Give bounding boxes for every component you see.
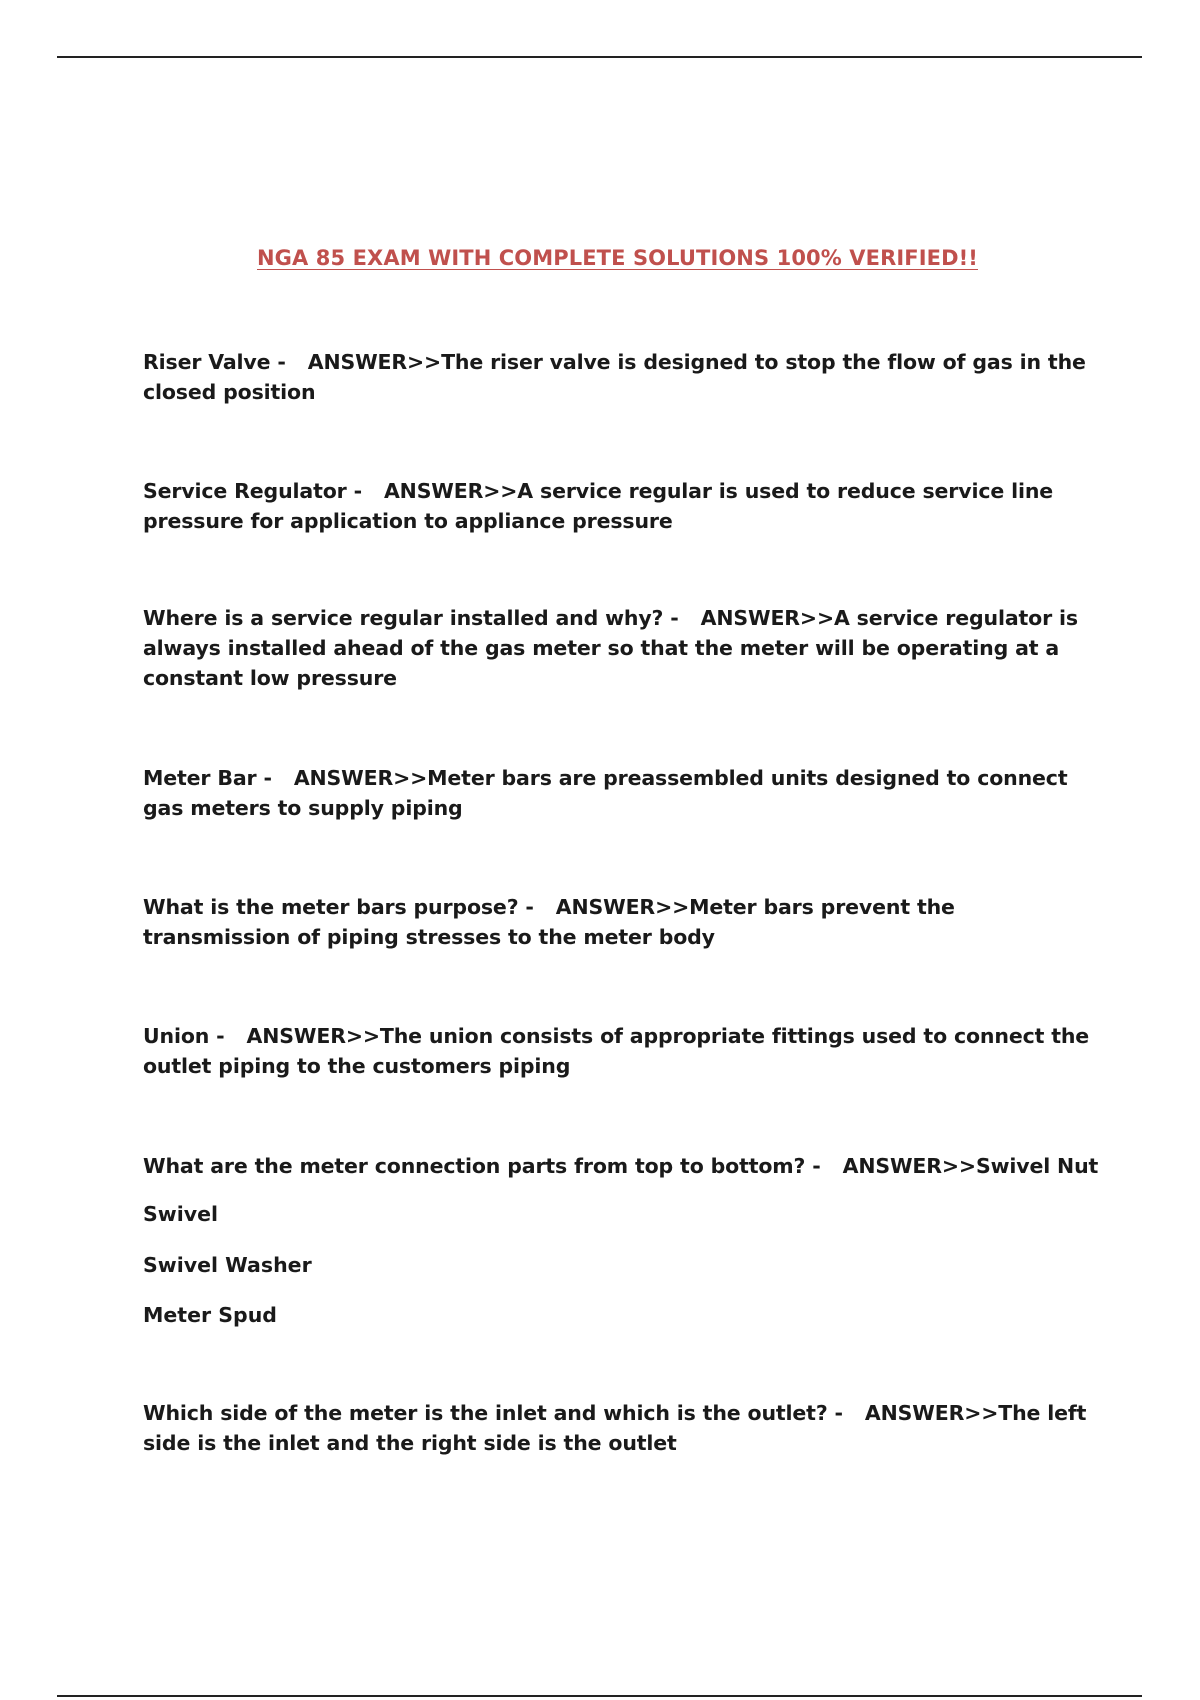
question-text: Union - [143,1024,225,1048]
qa-item [143,603,1103,693]
answer-text: ANSWER>>A service regulator is always installed ahead of the gas meter so that the meter will be operating at a constant low pressure [143,606,1078,690]
qa-item [143,1151,1103,1181]
question-text: What are the meter connection parts from top to bottom? - [143,1154,821,1178]
answer-text: ANSWER>>A service regular is used to reduce service line pressure for application to appliance pressure [143,479,1054,533]
answer-text: ANSWER>>Swivel Nut [842,1154,1099,1178]
answer-text: ANSWER>>Meter bars are preassembled units designed to connect gas meters to supply piping [143,766,1068,820]
document-title: NGA 85 EXAM WITH COMPLETE SOLUTIONS 100% VERIFIED!! [257,246,978,270]
answer-text: ANSWER>>The riser valve is designed to stop the flow of gas in the closed position [143,350,1086,404]
answer-line: Meter Spud [143,1303,277,1327]
answer-line: Swivel Washer [143,1253,312,1277]
qa-item [143,347,1103,407]
answer-text: ANSWER>>The left side is the inlet and the right side is the outlet [143,1401,1087,1455]
top-rule [57,56,1142,58]
question-text: Which side of the meter is the inlet and which is the outlet? - [143,1401,843,1425]
question-text: Riser Valve - [143,350,286,374]
question-text: Where is a service regular installed and why? - [143,606,679,630]
question-text: Meter Bar - [143,766,272,790]
answer-text: ANSWER>>The union consists of appropriate fittings used to connect the outlet piping to the customers piping [143,1024,1090,1078]
question-text: Service Regulator - [143,479,362,503]
answer-text: ANSWER>>Meter bars prevent the transmission of piping stresses to the meter body [143,895,955,949]
qa-item [143,476,1103,536]
qa-item [143,1021,1103,1081]
qa-item [143,1398,1103,1458]
bottom-rule [57,1695,1142,1697]
question-text: What is the meter bars purpose? - [143,895,534,919]
qa-item [143,892,1103,952]
qa-item [143,763,1103,823]
answer-line: Swivel [143,1202,219,1226]
